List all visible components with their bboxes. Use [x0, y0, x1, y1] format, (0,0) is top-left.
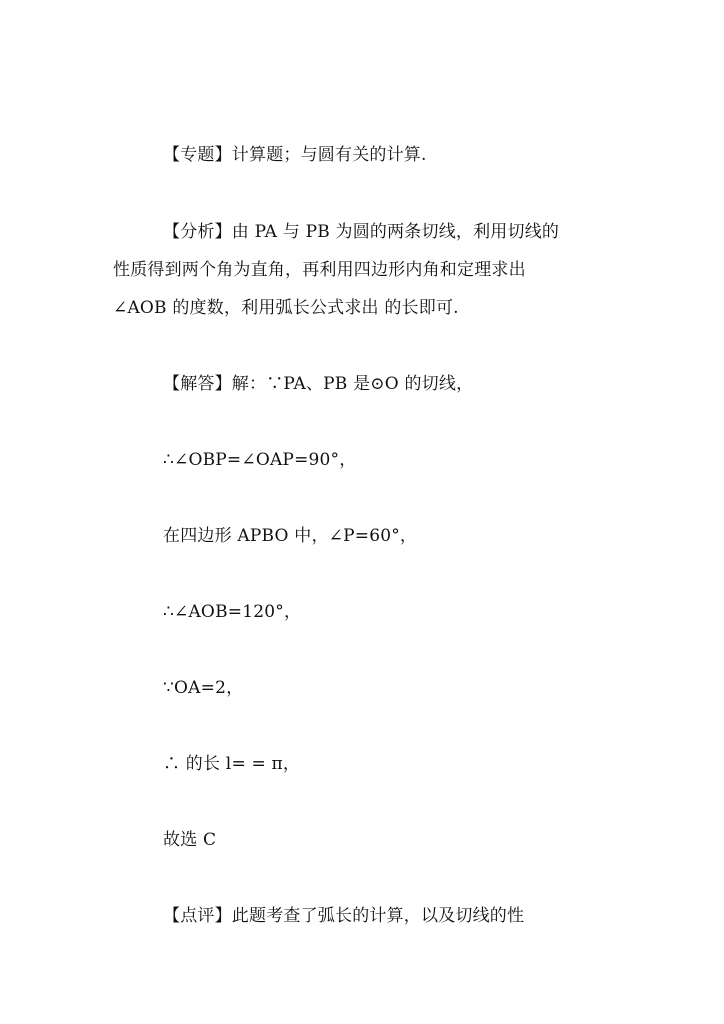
comment-line: 【点评】此题考查了弧长的计算，以及切线的性 [163, 906, 525, 926]
answer-choice: 故选 C [163, 830, 217, 850]
analysis-line-1: 【分析】由 PA 与 PB 为圆的两条切线，利用切线的 [163, 222, 560, 242]
analysis-line-3: ∠AOB 的度数，利用弧长公式求出 的长即可. [113, 298, 459, 318]
solution-step-2: 在四边形 APBO 中，∠P=60°， [163, 526, 418, 546]
solution-step-1: ∴∠OBP=∠OAP=90°， [163, 450, 357, 470]
topic-line: 【专题】计算题；与圆有关的计算. [163, 145, 427, 165]
solution-step-3: ∴∠AOB=120°， [163, 602, 302, 622]
solution-step-4: ∵OA=2， [163, 678, 244, 698]
answer-intro: 【解答】解：∵PA、PB 是⊙O 的切线， [163, 374, 474, 394]
analysis-line-2: 性质得到两个角为直角，再利用四边形内角和定理求出 [113, 260, 526, 280]
solution-step-5: ∴ 的长 l= = π， [163, 754, 301, 774]
